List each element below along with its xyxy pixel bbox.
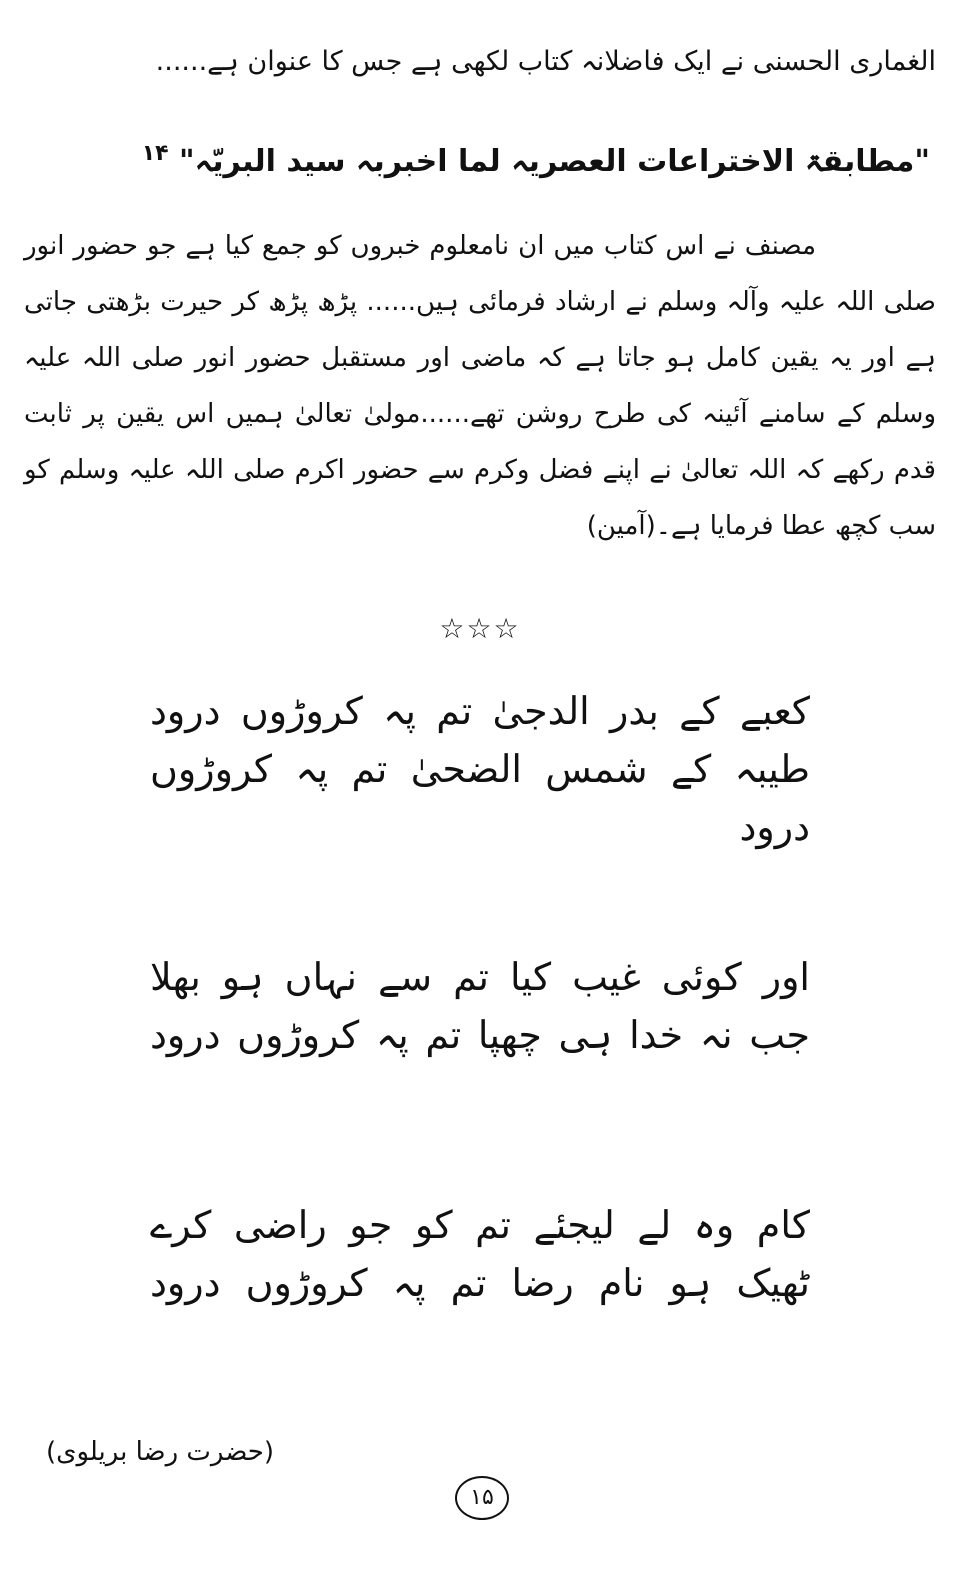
body-paragraph-text: مصنف نے اس کتاب میں ان نامعلوم خبروں کو جمع کیا ہے جو حضور انور صلی اللہ علیہ وآلہ وسلم نے ارشاد فرمائی ہیں...... پڑھ پڑھ کر حیرت بڑھتی جاتی ہے اور یہ یقین کامل ہو جاتا ہے کہ ماضی اور مستقبل حضور انور صلی اللہ علیہ وسلم کے سامنے آئینہ کی طرح روشن تھے......مولیٰ تعالیٰ ہمیں اس یقین پر ثابت قدم رکھے کہ اللہ تعالیٰ نے اپنے فضل وکرم سے حضور اکرم صلی اللہ علیہ وسلم کو سب کچھ عطا فرمایا ہے۔(آمین) [24, 231, 936, 541]
poem-stanza-2 [150, 948, 810, 1064]
verse-line: اور کوئی غیب کیا تم سے نہاں ہو بھلا [150, 955, 810, 999]
book-title-text: "مطابقۃ الاختراعات العصریہ لما اخبربہ سید البریّہ" [179, 144, 930, 179]
page-number: ۱۵ [455, 1476, 509, 1520]
poem-stanza-1 [150, 682, 810, 856]
poem-stanza-3 [150, 1196, 810, 1312]
body-paragraph [24, 218, 936, 554]
footnote-marker: ۱۴ [141, 141, 169, 166]
verse-line: کعبے کے بدر الدجیٰ تم پہ کروڑوں درود [150, 689, 810, 733]
intro-line: الغماری الحسنی نے ایک فاضلانہ کتاب لکھی ہے جس کا عنوان ہے...... [155, 46, 936, 77]
verse-line: ٹھیک ہو نام رضا تم پہ کروڑوں درود [150, 1261, 810, 1305]
poem-attribution: (حضرت رضا بریلوی) [46, 1437, 275, 1467]
book-title [30, 132, 930, 184]
verse-line: کام وہ لے لیجئے تم کو جو راضی کرے [150, 1203, 810, 1247]
verse-line: طیبہ کے شمس الضحیٰ تم پہ کروڑوں درود [150, 747, 810, 849]
star-separator: ☆☆☆ [439, 612, 521, 645]
verse-line: جب نہ خدا ہی چھپا تم پہ کروڑوں درود [150, 1013, 810, 1057]
